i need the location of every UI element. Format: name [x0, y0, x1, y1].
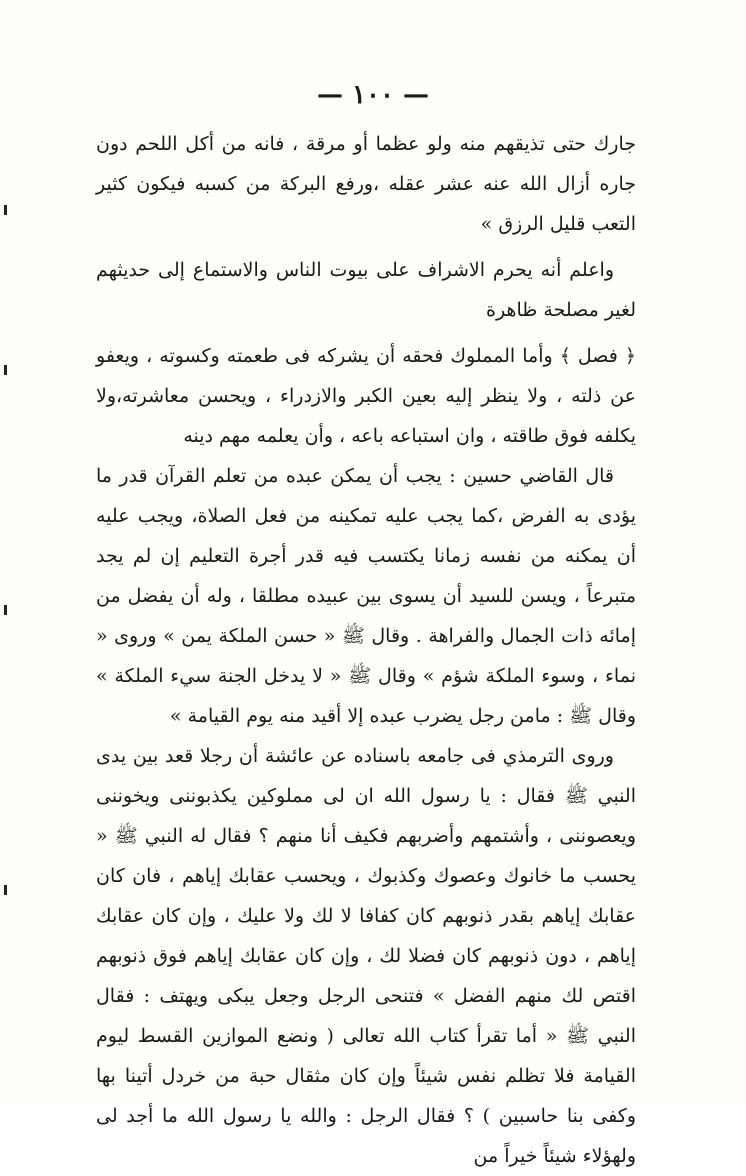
- paragraph-privacy: واعلم أنه يحرم الاشراف على بيوت الناس والاستماع إلى حديثهم لغير مصلحة ظاهرة: [96, 259, 636, 321]
- paragraph-qadi-husayn: قال القاضي حسين : يجب أن يمكن عبده من تعلم القرآن قدر ما يؤدى به الفرض ،كما يجب عليه تمكينه من فعل الصلاة، ويجب عليه أن يمكنه من نفسه زمانا يكتسب فيه قدر أجرة التعليم إن لم يجد متبرعاً ، ويسن للسيد أن يسوى بين عبيده مطلقا ، وله أن يفضل من إمائه ذات الجمال والفراهة . وقال ﷺ « حسن الملكة يمن » وروى « نماء ، وسوء الملكة شؤم » وقال ﷺ « لا يدخل الجنة سيء الملكة » وقال ﷺ : مامن رجل يضرب عبده إلا أقيد منه يوم القيامة »: [96, 465, 636, 727]
- paragraph-tirmidhi-hadith: وروى الترمذي فى جامعه باسناده عن عائشة أن رجلا قعد بين يدى النبي ﷺ فقال : يا رسول الله ان لى مملوكين يكذبوننى ويخوننى ويعصوننى ، وأشتمهم وأضربهم فكيف أنا منهم ؟ فقال له النبي ﷺ « يحسب ما خانوك وعصوك وكذبوك ، ويحسب عقابك إياهم ، فان كان عقابك إياهم بقدر ذنوبهم كان كفافا لا لك ولا عليك ، وإن كان عقابك إياهم ، دون ذنوبهم كان فضلا لك ، وإن كان عقابك إياهم فوق ذنوبهم اقتص لك منهم الفضل » فتنحى الرجل وجعل يبكى ويهتف : فقال النبي ﷺ « أما تقرأ كتاب الله تعالى ( ونضع الموازين القسط ليوم القيامة فلا تظلم نفس شيئاً وإن كان مثقال حبة من خردل أتينا بها وكفى بنا حاسبين ) ؟ فقال الرجل : والله يا رسول الله ما أجد لى ولهؤلاء شيئاً خيراً من: [96, 745, 636, 1167]
- page-number: — ١٠٠ —: [316, 80, 430, 110]
- paragraph-section-slaves: ﴿ فصل ﴾ وأما المملوك فحقه أن يشركه فى طعمته وكسوته ، ويعفو عن ذلته ، ولا ينظر إليه بعين الكبر والازدراء ، ويحسن معاشرته،ولا يكلفه فوق طاقته ، وان استباعه باعه ، وأن يعلمه مهم دينه: [96, 345, 636, 447]
- scan-edge-mark-lower: [4, 605, 7, 615]
- paragraph-continuation: جارك حتى تذيقهم منه ولو عظما أو مرقة ، فانه من أكل اللحم دون جاره أزال الله عنه عشر عقله ،ورفع البركة من كسبه فيكون كثير التعب قليل الرزق »: [96, 133, 636, 235]
- scan-edge-mark-top: [4, 205, 7, 215]
- scan-edge-mark-middle: [4, 365, 7, 375]
- scan-edge-mark-bottom: [4, 885, 7, 895]
- body-text: [96, 124, 636, 1176]
